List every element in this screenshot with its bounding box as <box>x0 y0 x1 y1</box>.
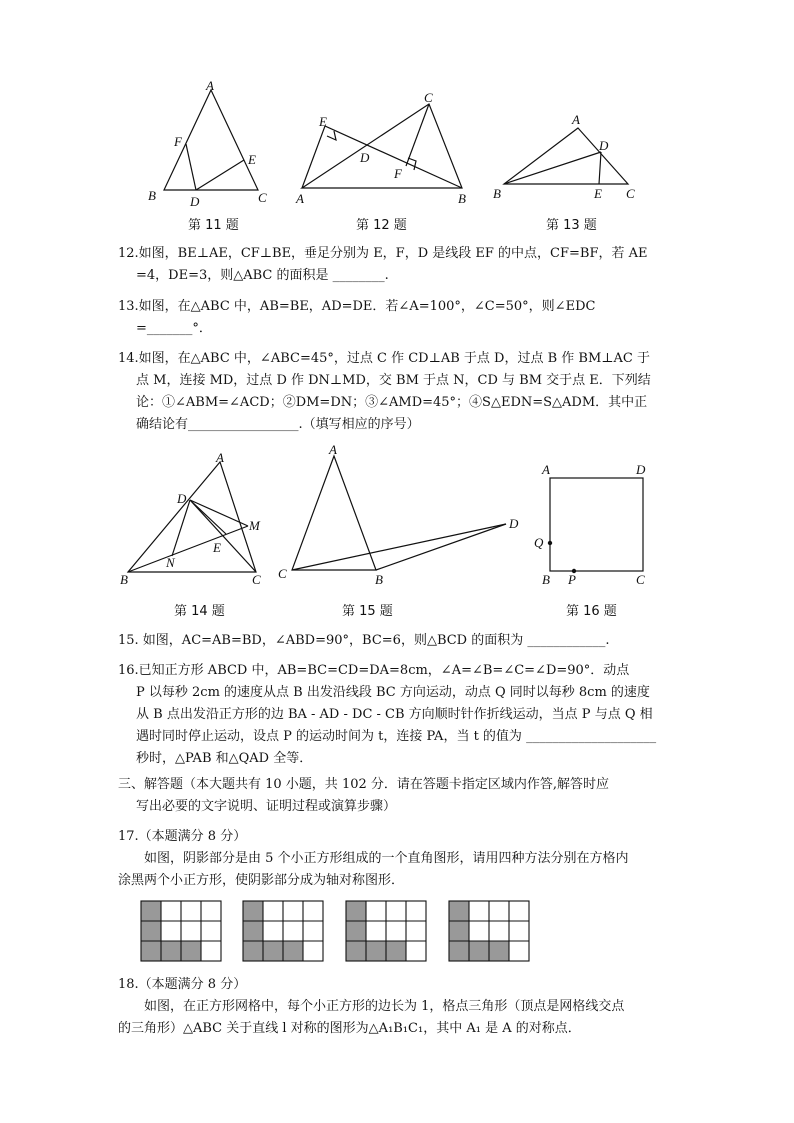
q17-line-1: 如图，阴影部分是由 5 个小正方形组成的一个直角图形，请用四种方法分别在方格内 <box>144 851 629 866</box>
fig12-label-c: C <box>424 90 433 105</box>
q18-line-1: 如图，在正方形网格中，每个小正方形的边长为 1，格点三角形（顶点是网格线交点 <box>144 999 625 1014</box>
q12-line-2: =4，DE=3，则△ABC 的面积是 ________. <box>136 268 389 283</box>
q14-line-3: 论：①∠ABM=∠ACD；②DM=DN；③∠AMD=45°；④S△EDN=S△ADM．其中正 <box>136 395 648 410</box>
figure-16 <box>530 460 660 590</box>
fig11-segment-fd <box>186 144 196 190</box>
fig16-label-d: D <box>636 462 646 477</box>
fig16-point-q <box>548 541 552 545</box>
fig12-segment-cf <box>406 104 429 166</box>
fig14-label-d: D <box>177 491 187 506</box>
fig13-label-a: A <box>572 112 580 127</box>
fig14-label-a: A <box>216 450 224 465</box>
q18-line-2: 的三角形）△ABC 关于直线 l 对称的图形为△A₁B₁C₁，其中 A₁ 是 A 的对称点． <box>118 1021 581 1036</box>
fig11-label-b: B <box>148 188 156 203</box>
caption-14: 第 14 题 <box>174 604 225 619</box>
q16-line-1: 16.已知正方形 ABCD 中，AB=BC=CD=DA=8cm，∠A=∠B=∠C=∠D=90°．动点 <box>118 663 630 678</box>
fig15-triangle-acb <box>292 456 376 570</box>
section-3-header <box>118 774 688 818</box>
caption-15: 第 15 题 <box>342 604 393 619</box>
fig11-label-e: E <box>248 152 256 167</box>
q16-line-3: 从 B 点出发沿正方形的边 BA - AD - DC - CB 方向顺时针作折线运动，当点 P 与点 Q 相 <box>136 707 653 722</box>
fig14-label-n: N <box>166 555 175 570</box>
figure-14 <box>116 448 276 590</box>
fig14-label-b: B <box>120 572 128 587</box>
question-12 <box>118 243 688 287</box>
q16-line-5: 秒时，△PAB 和△QAD 全等． <box>136 751 313 766</box>
fig13-segment-bd <box>504 152 601 184</box>
q14-line-4: 确结论有_________________.（填写相应的序号） <box>136 417 420 432</box>
q15-line-1: 15. 如图，AC=AB=BD，∠ABD=90°，BC=6，则△BCD 的面积为 ____________. <box>118 633 610 648</box>
fig14-segment-bm <box>128 526 248 572</box>
fig14-segment-de <box>190 500 226 534</box>
q14-line-2: 点 M，连接 MD，过点 D 作 DN⊥MD，交 BM 于点 N，CD 与 BM 交于点 E．下列结 <box>136 373 651 388</box>
figure-12 <box>290 86 480 210</box>
q13-line-1: 13.如图，在△ABC 中，AB=BE，AD=DE．若∠A=100°，∠C=50°，则∠EDC <box>118 299 596 314</box>
fig15-label-b: B <box>375 572 383 587</box>
fig11-label-c: C <box>258 190 267 205</box>
fig16-square-abcd <box>550 478 643 571</box>
caption-12: 第 12 题 <box>356 218 407 233</box>
fig13-segment-de <box>599 152 601 184</box>
fig14-label-m: M <box>249 518 260 533</box>
fig14-segment-dm <box>190 500 248 526</box>
q17-grid-4[interactable] <box>448 900 530 966</box>
fig11-label-d: D <box>190 194 200 208</box>
fig15-label-d: D <box>509 516 519 531</box>
q17-grid-3[interactable] <box>345 900 427 966</box>
q17-grid-2[interactable] <box>242 900 324 966</box>
fig13-label-b: B <box>493 186 501 201</box>
fig11-label-f: F <box>174 134 182 149</box>
fig16-label-a: A <box>542 462 550 477</box>
fig15-label-a: A <box>329 442 337 457</box>
fig12-label-a: A <box>296 191 304 206</box>
caption-13: 第 13 题 <box>546 218 597 233</box>
fig15-segment-bd <box>376 524 506 570</box>
figure-13 <box>488 108 648 204</box>
question-16 <box>118 660 688 770</box>
question-14 <box>118 348 688 436</box>
section-3-line-1: 三、解答题（本大题共有 10 小题，共 102 分．请在答题卡指定区域内作答,解答时应 <box>118 777 610 792</box>
fig13-triangle-abc <box>504 128 628 184</box>
q16-line-2: P 以每秒 2cm 的速度从点 B 出发沿线段 BC 方向运动，动点 Q 同时以每秒 8cm 的速度 <box>136 685 650 700</box>
fig12-label-f: F <box>394 166 402 181</box>
fig13-label-c: C <box>626 186 635 201</box>
fig11-segment-de <box>196 160 244 190</box>
fig15-label-c: C <box>278 566 287 581</box>
figure-15 <box>274 440 524 590</box>
fig12-label-b: B <box>458 191 466 206</box>
fig14-triangle-abc <box>128 462 256 572</box>
q12-line-1: 12.如图，BE⊥AE，CF⊥BE，垂足分别为 E，F，D 是线段 EF 的中点，CF=BF，若 AE <box>118 246 648 261</box>
question-13 <box>118 296 688 340</box>
question-18 <box>118 974 688 1040</box>
fig13-label-d: D <box>599 138 609 153</box>
caption-11: 第 11 题 <box>188 218 239 233</box>
caption-16: 第 16 题 <box>566 604 617 619</box>
fig16-label-c: C <box>636 572 645 587</box>
figure-11 <box>140 78 280 208</box>
q16-line-4: 遇时同时停止运动，设点 P 的运动时间为 t，连接 PA，当 t 的值为 ____________________ <box>136 729 657 744</box>
q14-line-1: 14.如图，在△ABC 中，∠ABC=45°，过点 C 作 CD⊥AB 于点 D，过点 B 作 BM⊥AC 于 <box>118 351 650 366</box>
section-3-line-2: 写出必要的文字说明、证明过程或演算步骤） <box>136 799 397 814</box>
question-15 <box>118 630 688 652</box>
fig14-segment-dc <box>190 500 256 572</box>
q17-title: 17.（本题满分 8 分） <box>118 829 247 844</box>
fig12-label-e: E <box>319 114 327 129</box>
fig15-segment-cd <box>292 524 506 570</box>
fig12-segment-ae <box>302 126 325 188</box>
fig11-label-a: A <box>206 78 214 93</box>
q17-grid-1[interactable] <box>140 900 222 966</box>
fig12-right-angle-e <box>327 131 336 140</box>
fig12-label-d: D <box>360 150 370 165</box>
question-17 <box>118 826 688 892</box>
fig16-label-b: B <box>542 572 550 587</box>
q13-line-2: =_______°． <box>136 321 212 336</box>
fig14-label-e: E <box>213 540 221 555</box>
fig14-label-c: C <box>252 572 261 587</box>
fig13-label-e: E <box>594 186 602 201</box>
fig16-label-q: Q <box>534 535 544 550</box>
q18-title: 18.（本题满分 8 分） <box>118 977 247 992</box>
fig16-label-p: P <box>568 572 576 587</box>
q17-line-2: 涂黑两个小正方形，使阴影部分成为轴对称图形． <box>118 873 405 888</box>
